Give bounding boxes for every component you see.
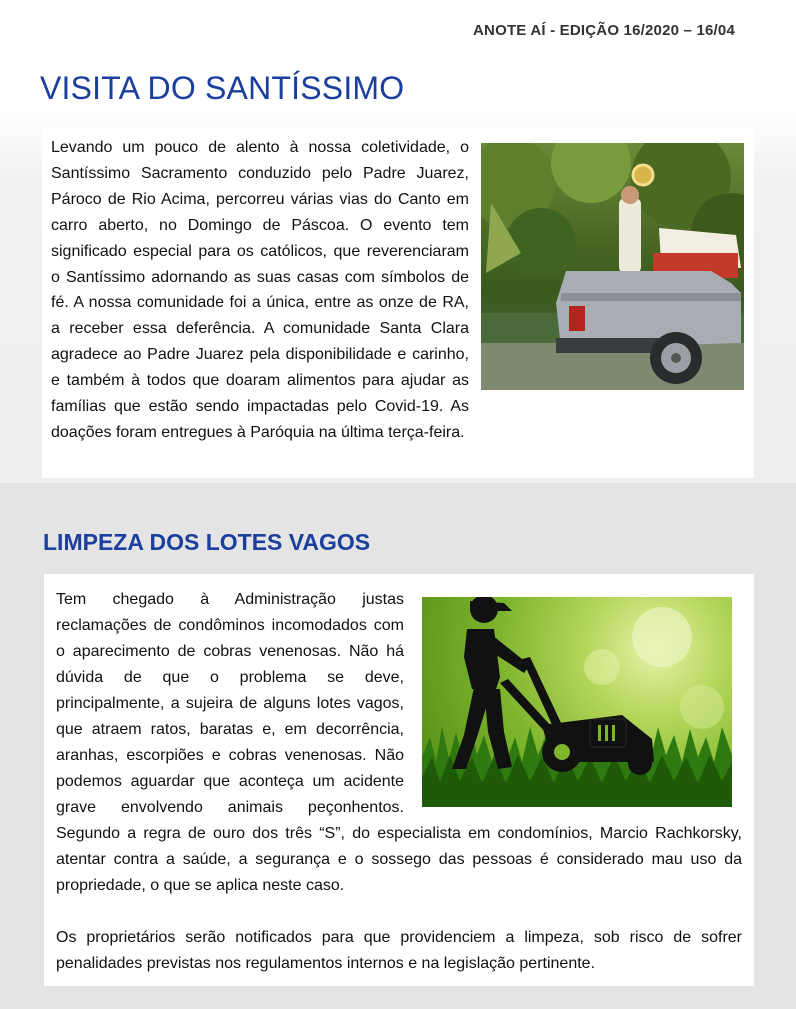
article-card-visita: [42, 128, 754, 478]
procession-truck-photo: [481, 143, 744, 390]
article-body-container: [56, 587, 742, 977]
article-title-limpeza: LIMPEZA DOS LOTES VAGOS: [43, 529, 371, 555]
edition-header: ANOTE AÍ - EDIÇÃO 16/2020 – 16/04: [473, 22, 735, 39]
article-card-limpeza: [44, 574, 754, 986]
lawn-mower-illustration: [422, 597, 732, 807]
procession-truck-illustration: [481, 143, 744, 390]
article-title-visita: VISITA DO SANTÍSSIMO: [40, 70, 405, 106]
article-body-container: [51, 135, 754, 446]
article-body-visita: Levando um pouco de alento à nossa coletividade, o Santíssimo Sacramento conduzido pelo Padre Juarez, Pároco de Rio Acima, percorreu várias vias do Canto em carro aberto, no Domingo de Páscoa. O evento tem significado especial para os católicos, que reverenciaram o Santíssimo adornando as suas casas com símbolos de fé. A nossa comunidade foi a única, entre as onze de RA, a receber essa deferência. A comunidade Santa Clara agradece ao Padre Juarez pela disponibilidade e carinho, e também à todos que doaram alimentos para ajudar as famílias que estão sendo impactadas pelo Covid-19. As doações foram entregues à Paróquia na última terça-feira.: [51, 139, 469, 441]
lawn-mower-icon: [422, 597, 732, 807]
article-body-limpeza-notice: Os proprietários serão notificados para que providenciem a limpeza, sob risco de sofrer penalidades previstas nos regulamentos internos e na legislação pertinente.: [56, 929, 742, 972]
article-body-limpeza: Tem chegado à Administração justas reclamações de condôminos incomodados com o aparecimento de cobras venenosas. Não há dúvida de que o problema se deve, principalmente, a sujeira de alguns lotes vagos, que atraem ratos, baratas e, em decorrência, aranhas, escorpiões e cobras venenosas. Não podemos aguardar que aconteça um acidente grave envolvendo animais peçonhentos. Segundo a regra de ouro dos três “S”, do especialista em condomínios, Marcio Rachkorsky, atentar contra a saúde, a segurança e o sossego das pessoas é considerado mau uso da propriedade, o que se aplica neste caso.: [56, 591, 742, 894]
